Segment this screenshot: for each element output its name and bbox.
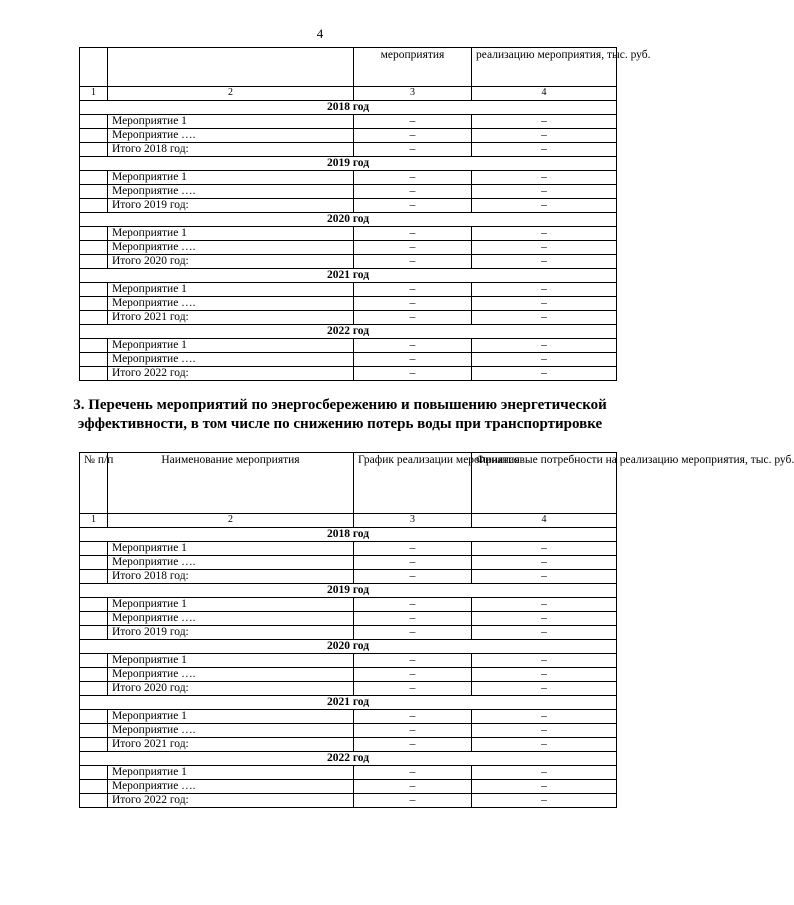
measure-name-cell: Итого 2020 год:: [108, 255, 354, 269]
table-row: [80, 794, 617, 808]
finance-cell: –: [472, 339, 617, 353]
table-row: [80, 129, 617, 143]
header-finance-cell: Финансовые потребности на реализацию мероприятия, тыс. руб.: [472, 453, 617, 514]
column-number: 1: [80, 514, 108, 528]
year-group-row: [80, 213, 617, 227]
row-number-cell: [80, 780, 108, 794]
table-row: [80, 612, 617, 626]
row-number-cell: [80, 654, 108, 668]
column-number: 4: [472, 514, 617, 528]
table-row: [80, 241, 617, 255]
measure-name-cell: Мероприятие ….: [108, 185, 354, 199]
measure-name-cell: Итого 2019 год:: [108, 626, 354, 640]
header-schedule-cell: мероприятия: [354, 48, 472, 87]
year-group-row: [80, 325, 617, 339]
schedule-cell: –: [354, 710, 472, 724]
finance-cell: –: [472, 185, 617, 199]
year-group-row: [80, 101, 617, 115]
header-name-cell: [108, 48, 354, 87]
schedule-cell: –: [354, 227, 472, 241]
table-row: [80, 542, 617, 556]
measure-name-cell: Мероприятие 1: [108, 227, 354, 241]
finance-cell: –: [472, 542, 617, 556]
table-row: [80, 710, 617, 724]
table-row: [80, 311, 617, 325]
finance-cell: –: [472, 710, 617, 724]
finance-cell: –: [472, 682, 617, 696]
section-title: 3. Перечень мероприятий по энергосбережению и повышению энергетической эффективности, в том числе по снижению потерь воды при транспортировке: [73, 397, 607, 432]
row-number-cell: [80, 794, 108, 808]
finance-cell: –: [472, 115, 617, 129]
measure-name-cell: Итого 2021 год:: [108, 738, 354, 752]
year-group-row: [80, 269, 617, 283]
column-number: 3: [354, 87, 472, 101]
row-number-cell: [80, 199, 108, 213]
table-row: [80, 297, 617, 311]
schedule-cell: –: [354, 241, 472, 255]
table-row: [80, 556, 617, 570]
measure-name-cell: Мероприятие 1: [108, 339, 354, 353]
year-heading: 2020 год: [80, 213, 617, 227]
measure-name-cell: Мероприятие 1: [108, 542, 354, 556]
schedule-cell: –: [354, 339, 472, 353]
schedule-cell: –: [354, 780, 472, 794]
row-number-cell: [80, 710, 108, 724]
schedule-cell: –: [354, 612, 472, 626]
measure-name-cell: Итого 2022 год:: [108, 367, 354, 381]
row-number-cell: [80, 353, 108, 367]
row-number-cell: [80, 171, 108, 185]
column-number: 4: [472, 87, 617, 101]
measure-name-cell: Итого 2020 год:: [108, 682, 354, 696]
row-number-cell: [80, 724, 108, 738]
finance-cell: –: [472, 199, 617, 213]
column-number: 2: [108, 87, 354, 101]
year-group-row: [80, 157, 617, 171]
measure-name-cell: Мероприятие 1: [108, 598, 354, 612]
year-group-row: [80, 696, 617, 710]
schedule-cell: –: [354, 171, 472, 185]
measure-name-cell: Мероприятие ….: [108, 353, 354, 367]
schedule-cell: –: [354, 724, 472, 738]
table-row: [80, 766, 617, 780]
row-number-cell: [80, 283, 108, 297]
measure-name-cell: Итого 2019 год:: [108, 199, 354, 213]
row-number-cell: [80, 598, 108, 612]
finance-cell: –: [472, 255, 617, 269]
header-number-cell: № п/п: [80, 453, 108, 514]
table-row: [80, 143, 617, 157]
finance-cell: –: [472, 598, 617, 612]
schedule-cell: –: [354, 283, 472, 297]
column-number-row: [80, 514, 617, 528]
table-row: [80, 115, 617, 129]
schedule-cell: –: [354, 353, 472, 367]
row-number-cell: [80, 143, 108, 157]
measure-name-cell: Мероприятие ….: [108, 129, 354, 143]
year-heading: 2021 год: [80, 696, 617, 710]
schedule-cell: –: [354, 626, 472, 640]
year-heading: 2021 год: [80, 269, 617, 283]
schedule-cell: –: [354, 682, 472, 696]
column-number: 2: [108, 514, 354, 528]
finance-cell: –: [472, 654, 617, 668]
schedule-cell: –: [354, 311, 472, 325]
row-number-cell: [80, 311, 108, 325]
finance-cell: –: [472, 143, 617, 157]
measure-name-cell: Итого 2018 год:: [108, 143, 354, 157]
schedule-cell: –: [354, 556, 472, 570]
finance-cell: –: [472, 367, 617, 381]
finance-cell: –: [472, 171, 617, 185]
measure-name-cell: Мероприятие ….: [108, 297, 354, 311]
row-number-cell: [80, 556, 108, 570]
measure-name-cell: Мероприятие 1: [108, 654, 354, 668]
table-body: [80, 48, 651, 381]
schedule-cell: –: [354, 199, 472, 213]
schedule-cell: –: [354, 570, 472, 584]
measure-name-cell: Мероприятие ….: [108, 668, 354, 682]
column-number: 3: [354, 514, 472, 528]
row-number-cell: [80, 682, 108, 696]
table-row: [80, 353, 617, 367]
schedule-cell: –: [354, 766, 472, 780]
year-heading: 2019 год: [80, 157, 617, 171]
finance-cell: –: [472, 738, 617, 752]
finance-cell: –: [472, 129, 617, 143]
measure-name-cell: Мероприятие ….: [108, 612, 354, 626]
row-number-cell: [80, 297, 108, 311]
table-header-row: [80, 453, 617, 514]
finance-cell: –: [472, 283, 617, 297]
measures-table-continued: [79, 47, 651, 381]
header-schedule-cell: График реализации мероприятия: [354, 453, 472, 514]
table-row: [80, 283, 617, 297]
finance-cell: –: [472, 241, 617, 255]
finance-cell: –: [472, 794, 617, 808]
measure-name-cell: Мероприятие 1: [108, 171, 354, 185]
finance-cell: –: [472, 724, 617, 738]
schedule-cell: –: [354, 367, 472, 381]
schedule-cell: –: [354, 598, 472, 612]
table-row: [80, 724, 617, 738]
measure-name-cell: Мероприятие ….: [108, 724, 354, 738]
year-group-row: [80, 584, 617, 598]
measure-name-cell: Мероприятие 1: [108, 115, 354, 129]
measure-name-cell: Итого 2022 год:: [108, 794, 354, 808]
column-number-row: [80, 87, 617, 101]
table-row: [80, 570, 617, 584]
finance-cell: –: [472, 227, 617, 241]
table-row: [80, 626, 617, 640]
table-row: [80, 682, 617, 696]
row-number-cell: [80, 241, 108, 255]
schedule-cell: –: [354, 185, 472, 199]
table-row: [80, 367, 617, 381]
table-row: [80, 339, 617, 353]
table-row: [80, 668, 617, 682]
table-row: [80, 185, 617, 199]
table-row: [80, 738, 617, 752]
finance-cell: –: [472, 612, 617, 626]
schedule-cell: –: [354, 738, 472, 752]
schedule-cell: –: [354, 542, 472, 556]
finance-cell: –: [472, 311, 617, 325]
year-group-row: [80, 752, 617, 766]
header-finance-cell: реализацию мероприятия, тыс. руб.: [472, 48, 617, 87]
schedule-cell: –: [354, 129, 472, 143]
table-row: [80, 227, 617, 241]
finance-cell: –: [472, 626, 617, 640]
measure-name-cell: Мероприятие 1: [108, 710, 354, 724]
year-group-row: [80, 640, 617, 654]
finance-cell: –: [472, 570, 617, 584]
header-name-cell: Наименование мероприятия: [108, 453, 354, 514]
measure-name-cell: Мероприятие 1: [108, 766, 354, 780]
table-body: [80, 453, 794, 808]
finance-cell: –: [472, 668, 617, 682]
schedule-cell: –: [354, 668, 472, 682]
row-number-cell: [80, 542, 108, 556]
column-number: 1: [80, 87, 108, 101]
finance-cell: –: [472, 353, 617, 367]
year-group-row: [80, 528, 617, 542]
schedule-cell: –: [354, 654, 472, 668]
row-number-cell: [80, 367, 108, 381]
table-row: [80, 654, 617, 668]
page-number: 4: [316, 26, 324, 41]
table-row: [80, 171, 617, 185]
row-number-cell: [80, 129, 108, 143]
schedule-cell: –: [354, 115, 472, 129]
row-number-cell: [80, 766, 108, 780]
row-number-cell: [80, 255, 108, 269]
year-heading: 2019 год: [80, 584, 617, 598]
header-number-cell: [80, 48, 108, 87]
table-row: [80, 780, 617, 794]
finance-cell: –: [472, 556, 617, 570]
row-number-cell: [80, 570, 108, 584]
table-row: [80, 199, 617, 213]
schedule-cell: –: [354, 255, 472, 269]
measure-name-cell: Мероприятие ….: [108, 241, 354, 255]
row-number-cell: [80, 612, 108, 626]
measure-name-cell: Мероприятие ….: [108, 556, 354, 570]
year-heading: 2018 год: [80, 101, 617, 115]
schedule-cell: –: [354, 297, 472, 311]
schedule-cell: –: [354, 143, 472, 157]
finance-cell: –: [472, 780, 617, 794]
measure-name-cell: Итого 2018 год:: [108, 570, 354, 584]
year-heading: 2020 год: [80, 640, 617, 654]
year-heading: 2022 год: [80, 325, 617, 339]
row-number-cell: [80, 738, 108, 752]
measure-name-cell: Мероприятие ….: [108, 780, 354, 794]
measure-name-cell: Итого 2021 год:: [108, 311, 354, 325]
schedule-cell: –: [354, 794, 472, 808]
table-header-row: [80, 48, 617, 87]
table-row: [80, 598, 617, 612]
finance-cell: –: [472, 297, 617, 311]
table-row: [80, 255, 617, 269]
row-number-cell: [80, 668, 108, 682]
finance-cell: –: [472, 766, 617, 780]
measure-name-cell: Мероприятие 1: [108, 283, 354, 297]
year-heading: 2022 год: [80, 752, 617, 766]
row-number-cell: [80, 185, 108, 199]
measures-table: [79, 452, 794, 808]
row-number-cell: [80, 227, 108, 241]
row-number-cell: [80, 339, 108, 353]
row-number-cell: [80, 115, 108, 129]
year-heading: 2018 год: [80, 528, 617, 542]
row-number-cell: [80, 626, 108, 640]
